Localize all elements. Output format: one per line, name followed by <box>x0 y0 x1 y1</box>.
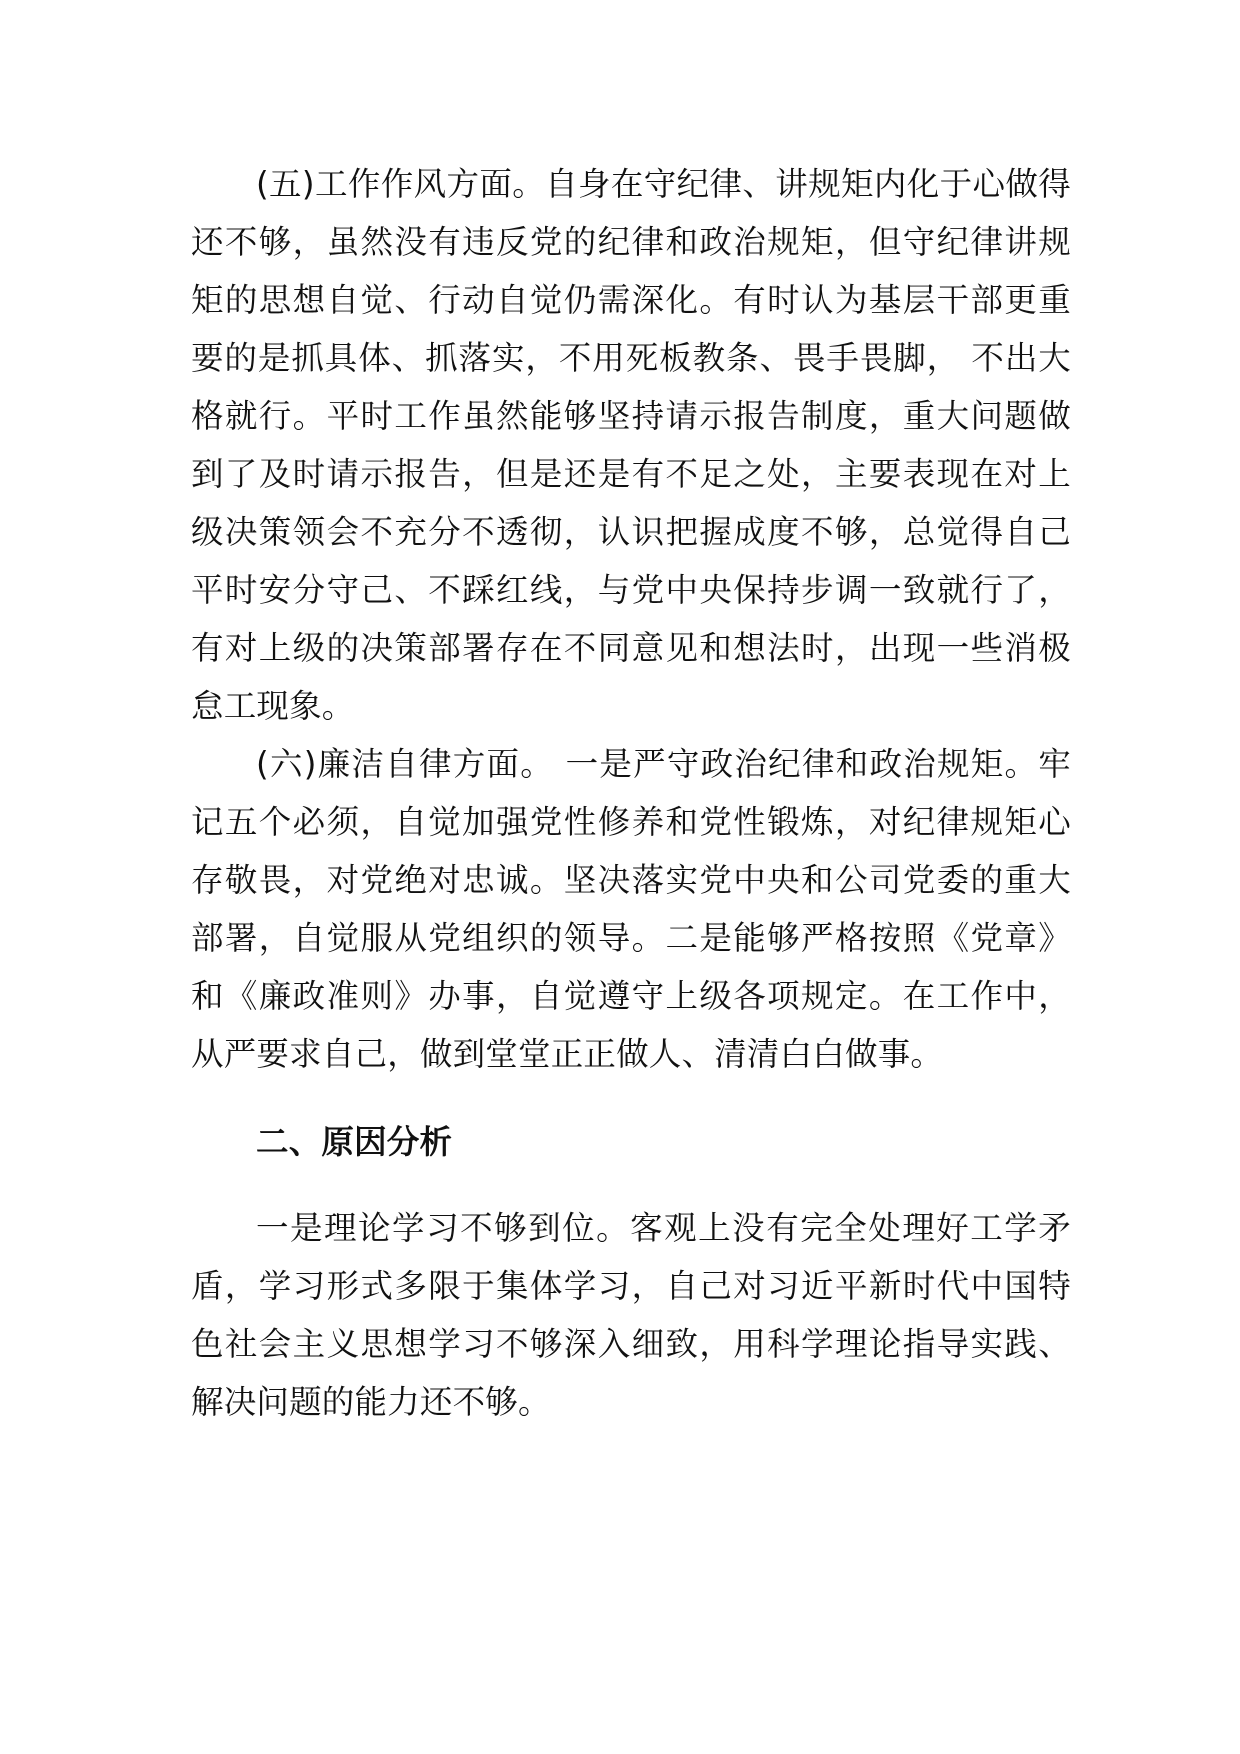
paragraph-work-style: (五)工作作风方面。自身在守纪律、讲规矩内化于心做得还不够，虽然没有违反党的纪律和政治规矩，但守纪律讲规矩的思想自觉、行动自觉仍需深化。有时认为基层干部更重要的是抓具体、抓落实，不用死板教条、畏手畏脚， 不出大格就行。平时工作虽然能够坚持请示报告制度，重大问题做到了及时请示报告，但是还是有不足之处，主要表现在对上级决策领会不充分不透彻，认识把握成度不够，总觉得自己平时安分守己、不踩红线，与党中央保持步调一致就行了，有对上级的决策部署存在不同意见和想法时，出现一些消极怠工现象。 <box>191 165 1071 725</box>
paragraph-theory-study: 一是理论学习不够到位。客观上没有完全处理好工学矛盾，学习形式多限于集体学习，自己对习近平新时代中国特色社会主义思想学习不够深入细致，用科学理论指导实践、解决问题的能力还不够。 <box>191 1209 1071 1421</box>
document-body <box>191 155 1071 1431</box>
section-heading-cause-analysis: 二、原因分析 <box>256 1123 453 1161</box>
paragraph-integrity: (六)廉洁自律方面。 一是严守政治纪律和政治规矩。牢记五个必须，自觉加强党性修养和党性锻炼，对纪律规矩心存敬畏，对党绝对忠诚。坚决落实党中央和公司党委的重大部署，自觉服从党组织的领导。二是能够严格按照《党章》和《廉政准则》办事，自觉遵守上级各项规定。在工作中，从严要求自己，做到堂堂正正做人、清清白白做事。 <box>191 745 1071 1073</box>
